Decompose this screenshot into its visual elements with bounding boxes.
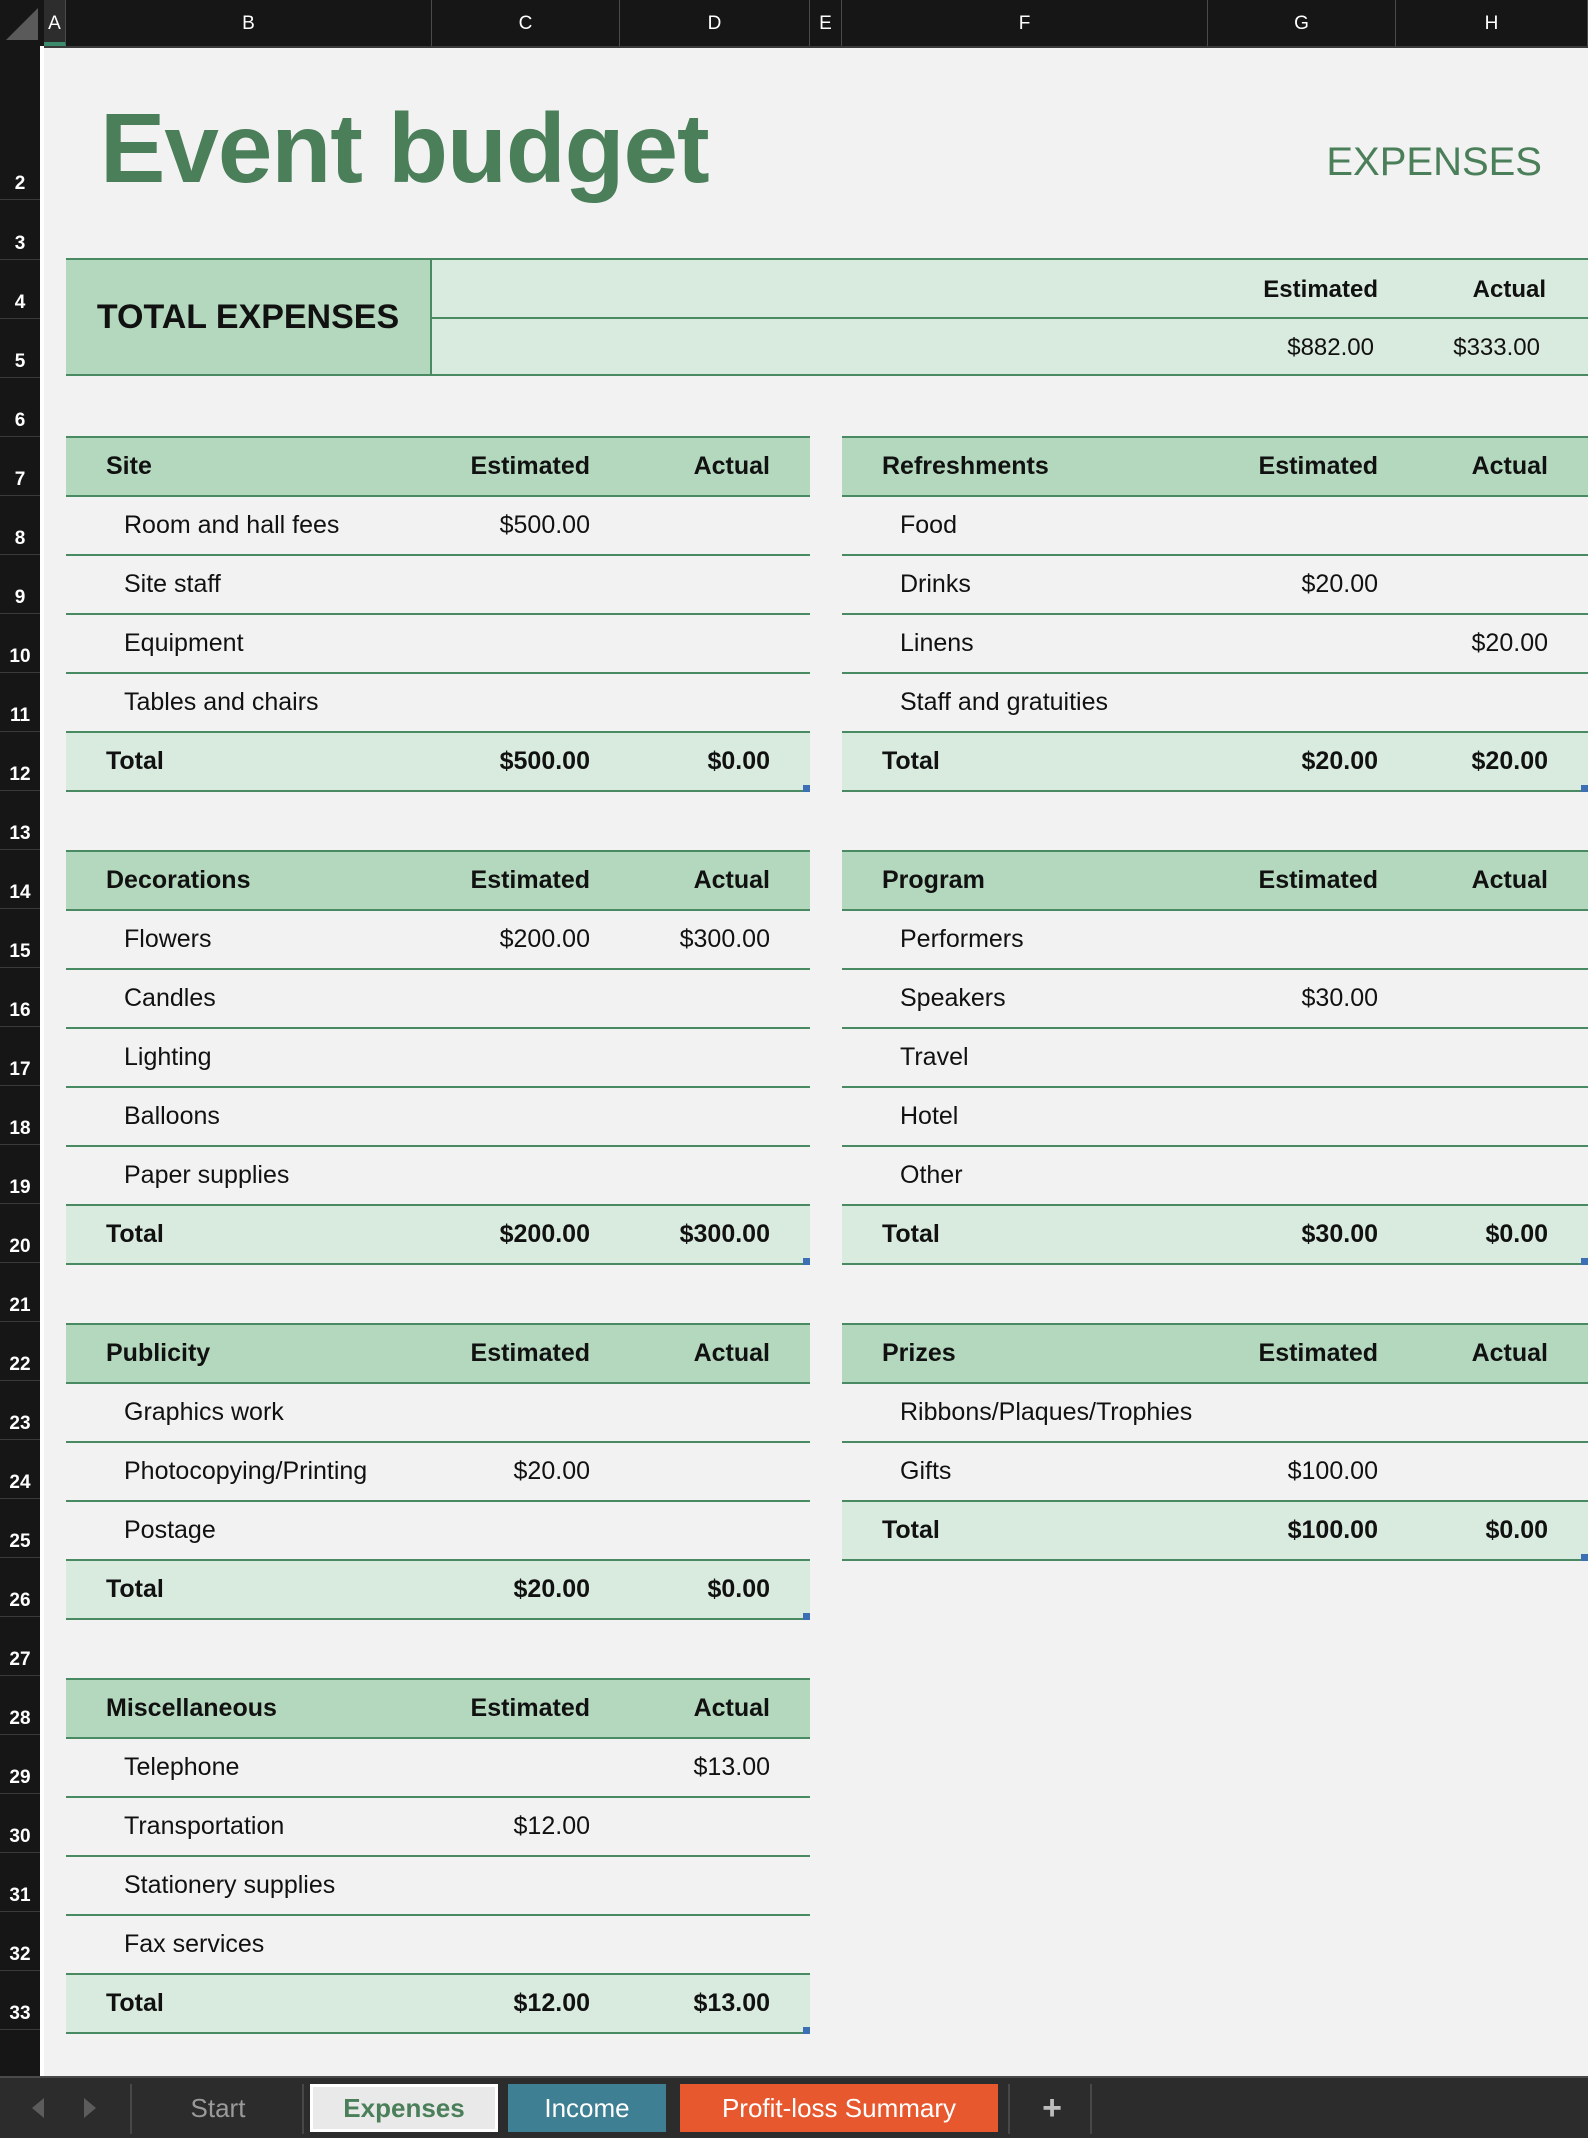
- estimated-value[interactable]: $200.00: [499, 925, 590, 953]
- row-header[interactable]: 16: [0, 968, 40, 1027]
- table-row: [66, 970, 810, 1029]
- tab-separator: [1090, 2084, 1092, 2134]
- estimated-value[interactable]: $100.00: [1287, 1457, 1378, 1485]
- actual-value[interactable]: $300.00: [679, 925, 770, 953]
- row-header[interactable]: 28: [0, 1676, 40, 1735]
- item-name[interactable]: Performers: [900, 925, 1024, 953]
- table-header-row: [66, 436, 810, 497]
- row-header[interactable]: 19: [0, 1145, 40, 1204]
- table-header-row: [842, 1323, 1588, 1384]
- row-header[interactable]: 17: [0, 1027, 40, 1086]
- column-header-h[interactable]: H: [1396, 0, 1588, 46]
- row-header[interactable]: 2: [0, 46, 40, 200]
- row-header[interactable]: 29: [0, 1735, 40, 1794]
- row-header[interactable]: 25: [0, 1499, 40, 1558]
- table-row: [842, 556, 1588, 615]
- table-row: [842, 1147, 1588, 1206]
- estimated-value[interactable]: $12.00: [513, 1989, 590, 2017]
- estimated-value[interactable]: $20.00: [513, 1457, 590, 1485]
- table-row: [66, 1443, 810, 1502]
- item-name[interactable]: Room and hall fees: [124, 511, 340, 539]
- item-name[interactable]: Hotel: [900, 1102, 959, 1130]
- item-name[interactable]: Travel: [900, 1043, 969, 1071]
- category-title[interactable]: Miscellaneous: [106, 1694, 277, 1722]
- estimated-header[interactable]: Estimated: [470, 452, 590, 480]
- table-row: [66, 911, 810, 970]
- sheet-subtitle[interactable]: EXPENSES: [1326, 140, 1542, 184]
- column-header-bar: [0, 0, 1588, 48]
- item-name[interactable]: Ribbons/Plaques/Trophies: [900, 1398, 1193, 1426]
- total-label[interactable]: Total: [106, 1989, 164, 2017]
- total-label[interactable]: Total: [882, 1220, 940, 1248]
- table-row: [66, 615, 810, 674]
- total-label[interactable]: Total: [106, 747, 164, 775]
- table-row: [842, 1088, 1588, 1147]
- table-total-row: [66, 733, 810, 792]
- table-row: [842, 497, 1588, 556]
- column-header-f[interactable]: F: [842, 0, 1208, 46]
- column-header-a[interactable]: A: [44, 0, 66, 46]
- estimated-value[interactable]: $200.00: [499, 1220, 590, 1248]
- actual-value[interactable]: $0.00: [1485, 1220, 1548, 1248]
- item-name[interactable]: Transportation: [124, 1812, 285, 1840]
- table-header-row: [66, 850, 810, 911]
- estimated-value[interactable]: $500.00: [499, 511, 590, 539]
- row-header[interactable]: 6: [0, 378, 40, 437]
- actual-header[interactable]: Actual: [1471, 1339, 1548, 1367]
- actual-header[interactable]: Actual: [693, 452, 770, 480]
- actual-value[interactable]: $13.00: [693, 1989, 770, 2017]
- table-header-row: [66, 1323, 810, 1384]
- estimated-header[interactable]: Estimated: [470, 866, 590, 894]
- tab-start[interactable]: Start: [134, 2084, 302, 2132]
- actual-header[interactable]: Actual: [1471, 452, 1548, 480]
- item-name[interactable]: Staff and gratuities: [900, 688, 1109, 716]
- item-name[interactable]: Other: [900, 1161, 963, 1189]
- tab-expenses[interactable]: Expenses: [310, 2084, 498, 2132]
- plus-icon[interactable]: +: [1012, 2084, 1092, 2132]
- table-resize-handle[interactable]: [1581, 785, 1588, 792]
- item-name[interactable]: Equipment: [124, 629, 244, 657]
- tab-separator: [1008, 2084, 1010, 2134]
- estimated-value[interactable]: $500.00: [499, 747, 590, 775]
- row-header[interactable]: 10: [0, 614, 40, 673]
- tab-separator: [130, 2084, 132, 2134]
- estimated-value[interactable]: $100.00: [1287, 1516, 1378, 1544]
- actual-header[interactable]: Actual: [693, 866, 770, 894]
- row-header[interactable]: 27: [0, 1617, 40, 1676]
- total-actual-value[interactable]: $333.00: [1453, 334, 1540, 361]
- tab-income[interactable]: Income: [508, 2084, 666, 2132]
- row-header[interactable]: 26: [0, 1558, 40, 1617]
- estimated-header[interactable]: Estimated: [1258, 1339, 1378, 1367]
- estimated-header[interactable]: Estimated: [470, 1694, 590, 1722]
- worksheet[interactable]: [44, 48, 1588, 2076]
- item-name[interactable]: Lighting: [124, 1043, 212, 1071]
- table-total-row: [66, 1206, 810, 1265]
- table-row: [842, 1029, 1588, 1088]
- actual-value[interactable]: $13.00: [693, 1753, 770, 1781]
- actual-value[interactable]: $300.00: [679, 1220, 770, 1248]
- table-row: [842, 615, 1588, 674]
- row-header[interactable]: 15: [0, 909, 40, 968]
- row-header[interactable]: 21: [0, 1263, 40, 1322]
- row-header[interactable]: 5: [0, 319, 40, 378]
- item-name[interactable]: Flowers: [124, 925, 212, 953]
- table-row: [66, 1029, 810, 1088]
- item-name[interactable]: Stationery supplies: [124, 1871, 336, 1899]
- tab-separator: [302, 2084, 304, 2134]
- row-header[interactable]: 24: [0, 1440, 40, 1499]
- actual-header[interactable]: Actual: [1471, 866, 1548, 894]
- row-header[interactable]: 20: [0, 1204, 40, 1263]
- table-resize-handle[interactable]: [803, 1258, 810, 1265]
- table-row: [66, 1384, 810, 1443]
- select-all-corner[interactable]: [0, 0, 44, 46]
- divider: [432, 317, 1588, 319]
- category-title[interactable]: Program: [882, 866, 985, 894]
- table-total-row: [842, 1206, 1588, 1265]
- total-expenses-label[interactable]: TOTAL EXPENSES: [66, 258, 432, 376]
- row-header[interactable]: 30: [0, 1794, 40, 1853]
- total-expenses-values: [432, 258, 1588, 376]
- row-header[interactable]: 12: [0, 732, 40, 791]
- column-header-d[interactable]: D: [620, 0, 810, 46]
- chevron-right-icon[interactable]: [80, 2096, 100, 2120]
- item-name[interactable]: Graphics work: [124, 1398, 284, 1426]
- table-resize-handle[interactable]: [1581, 1554, 1588, 1561]
- row-header[interactable]: 32: [0, 1912, 40, 1971]
- row-header[interactable]: 18: [0, 1086, 40, 1145]
- row-header[interactable]: 9: [0, 555, 40, 614]
- table-row: [66, 1088, 810, 1147]
- total-label[interactable]: Total: [882, 747, 940, 775]
- actual-value[interactable]: $20.00: [1471, 747, 1548, 775]
- row-header[interactable]: 8: [0, 496, 40, 555]
- item-name[interactable]: Site staff: [124, 570, 221, 598]
- table-row: [66, 1147, 810, 1206]
- estimated-value[interactable]: $12.00: [513, 1812, 590, 1840]
- item-name[interactable]: Paper supplies: [124, 1161, 290, 1189]
- estimated-value[interactable]: $20.00: [513, 1575, 590, 1603]
- chevron-left-icon[interactable]: [28, 2096, 48, 2120]
- total-label[interactable]: Total: [106, 1220, 164, 1248]
- table-row: [842, 1443, 1588, 1502]
- actual-value[interactable]: $20.00: [1471, 629, 1548, 657]
- total-expenses-block: [66, 258, 1588, 378]
- item-name[interactable]: Fax services: [124, 1930, 265, 1958]
- table-resize-handle[interactable]: [803, 785, 810, 792]
- table-resize-handle[interactable]: [1581, 1258, 1588, 1265]
- row-header[interactable]: 14: [0, 850, 40, 909]
- total-actual-header[interactable]: Actual: [1472, 276, 1546, 303]
- table-header-row: [66, 1678, 810, 1739]
- row-header[interactable]: 7: [0, 437, 40, 496]
- estimated-value[interactable]: $30.00: [1301, 1220, 1378, 1248]
- table-row: [66, 1739, 810, 1798]
- tab-profit-loss-summary[interactable]: Profit-loss Summary: [680, 2084, 998, 2132]
- column-header-g[interactable]: G: [1208, 0, 1396, 46]
- estimated-value[interactable]: $20.00: [1301, 570, 1378, 598]
- row-header[interactable]: 4: [0, 260, 40, 319]
- column-header-c[interactable]: C: [432, 0, 620, 46]
- select-all-icon: [6, 8, 38, 40]
- table-row: [66, 556, 810, 615]
- table-row: [66, 1916, 810, 1975]
- table-total-row: [66, 1561, 810, 1620]
- estimated-value[interactable]: $30.00: [1301, 984, 1378, 1012]
- item-name[interactable]: Postage: [124, 1516, 216, 1544]
- column-header-e[interactable]: E: [810, 0, 842, 46]
- table-row: [66, 1502, 810, 1561]
- table-row: [66, 1798, 810, 1857]
- table-row: [842, 674, 1588, 733]
- row-header[interactable]: 33: [0, 1971, 40, 2030]
- category-title[interactable]: Refreshments: [882, 452, 1049, 480]
- category-title[interactable]: Decorations: [106, 866, 251, 894]
- table-header-row: [842, 436, 1588, 497]
- table-total-row: [842, 1502, 1588, 1561]
- item-name[interactable]: Photocopying/Printing: [124, 1457, 368, 1485]
- item-name[interactable]: Candles: [124, 984, 216, 1012]
- table-total-row: [842, 733, 1588, 792]
- table-resize-handle[interactable]: [803, 1613, 810, 1620]
- table-row: [842, 911, 1588, 970]
- row-header-bar: [0, 46, 44, 2076]
- table-row: [66, 497, 810, 556]
- item-name[interactable]: Gifts: [900, 1457, 952, 1485]
- estimated-header[interactable]: Estimated: [1258, 866, 1378, 894]
- category-title[interactable]: Site: [106, 452, 152, 480]
- item-name[interactable]: Drinks: [900, 570, 971, 598]
- actual-value[interactable]: $0.00: [1485, 1516, 1548, 1544]
- row-header[interactable]: 31: [0, 1853, 40, 1912]
- category-title[interactable]: Prizes: [882, 1339, 956, 1367]
- item-name[interactable]: Tables and chairs: [124, 688, 319, 716]
- item-name[interactable]: Balloons: [124, 1102, 220, 1130]
- column-header-b[interactable]: B: [66, 0, 432, 46]
- row-header[interactable]: 11: [0, 673, 40, 732]
- row-header[interactable]: 3: [0, 200, 40, 260]
- table-row: [842, 1384, 1588, 1443]
- row-header[interactable]: 13: [0, 791, 40, 850]
- item-name[interactable]: Food: [900, 511, 957, 539]
- item-name[interactable]: Telephone: [124, 1753, 240, 1781]
- actual-value[interactable]: $0.00: [707, 747, 770, 775]
- table-row: [842, 970, 1588, 1029]
- actual-header[interactable]: Actual: [693, 1694, 770, 1722]
- table-total-row: [66, 1975, 810, 2034]
- table-row: [66, 1857, 810, 1916]
- estimated-header[interactable]: Estimated: [1258, 452, 1378, 480]
- sheet-title[interactable]: Event budget: [100, 93, 709, 203]
- actual-value[interactable]: $0.00: [707, 1575, 770, 1603]
- estimated-value[interactable]: $20.00: [1301, 747, 1378, 775]
- category-title[interactable]: Publicity: [106, 1339, 211, 1367]
- sheet-tab-bar: [0, 2076, 1588, 2138]
- item-name[interactable]: Speakers: [900, 984, 1006, 1012]
- total-estimated-value[interactable]: $882.00: [1287, 334, 1374, 361]
- total-estimated-header[interactable]: Estimated: [1263, 276, 1378, 303]
- total-label[interactable]: Total: [106, 1575, 164, 1603]
- table-resize-handle[interactable]: [803, 2027, 810, 2034]
- table-row: [66, 674, 810, 733]
- row-header[interactable]: 23: [0, 1381, 40, 1440]
- item-name[interactable]: Linens: [900, 629, 974, 657]
- table-header-row: [842, 850, 1588, 911]
- estimated-header[interactable]: Estimated: [470, 1339, 590, 1367]
- total-label[interactable]: Total: [882, 1516, 940, 1544]
- row-header[interactable]: 22: [0, 1322, 40, 1381]
- actual-header[interactable]: Actual: [693, 1339, 770, 1367]
